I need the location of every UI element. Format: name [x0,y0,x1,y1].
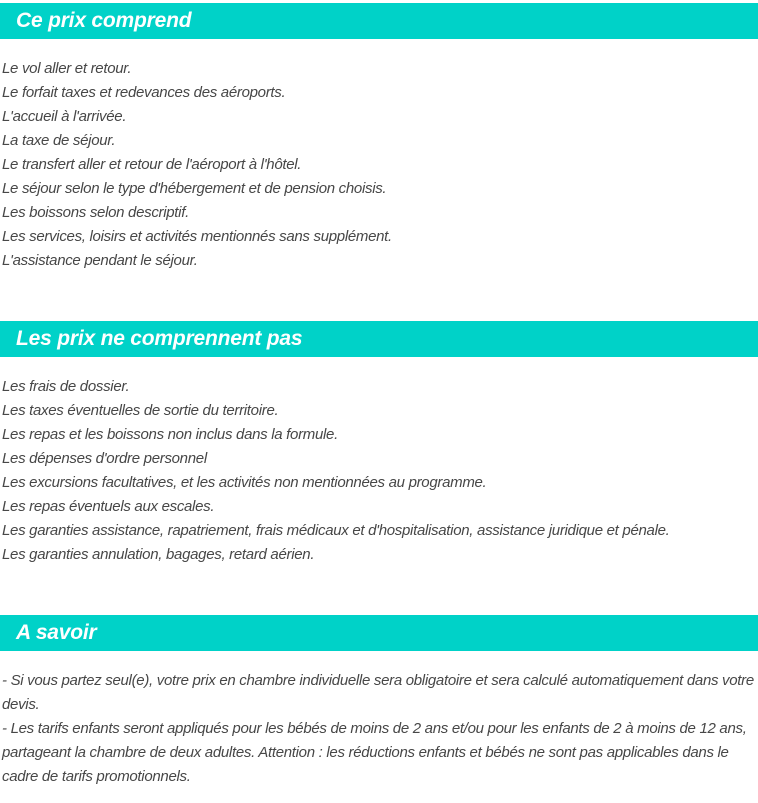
section-item-text: Les frais de dossier. [2,378,130,395]
price-section [0,3,758,273]
section-item-text: Le séjour selon le type d'hébergement et de pension choisis. [2,180,387,197]
section-header-bar [0,321,758,357]
section-header-bar [0,3,758,39]
section-item-text: Les taxes éventuelles de sortie du territoire. [2,402,279,419]
section-item-text: L'assistance pendant le séjour. [2,252,198,269]
section-header-bar [0,615,758,651]
section-item-text: Les garanties assistance, rapatriement, frais médicaux et d'hospitalisation, assistance juridique et pénale. [2,522,670,539]
section-item-text: Le transfert aller et retour de l'aéroport à l'hôtel. [2,156,302,173]
section-item-text: Le vol aller et retour. [2,60,132,77]
section-item-text: Les garanties annulation, bagages, retard aérien. [2,546,315,563]
section-item-text: Les boissons selon descriptif. [2,204,189,221]
section-item-text: Les services, loisirs et activités mentionnés sans supplément. [2,228,392,245]
section-title: Les prix ne comprennent pas [16,327,303,350]
section-items [2,57,754,273]
section-item-text: Les repas éventuels aux escales. [2,498,215,515]
section-item-text: Le forfait taxes et redevances des aéroports. [2,84,286,101]
section-item-text: - Si vous partez seul(e), votre prix en chambre individuelle sera obligatoire et sera calculé automatiquement dans votre devis. [2,672,754,713]
price-section [0,321,758,567]
section-item-text: - Les tarifs enfants seront appliqués pour les bébés de moins de 2 ans et/ou pour les enfants de 2 à moins de 12 ans, partageant la chambre de deux adultes. Attention : les réductions enfants et bébés ne sont pas applicables dans le cadre de tarifs promotionnels. [2,720,747,785]
section-item-text: Les dépenses d'ordre personnel [2,450,207,467]
section-item-text: Les repas et les boissons non inclus dans la formule. [2,426,338,443]
section-title: Ce prix comprend [16,9,192,32]
section-title: A savoir [16,621,97,644]
section-item-text: Les excursions facultatives, et les activités non mentionnées au programme. [2,474,487,491]
section-item-text: L'accueil à l'arrivée. [2,108,127,125]
section-items [2,669,754,789]
price-section [0,615,758,789]
section-item-text: La taxe de séjour. [2,132,116,149]
section-items [2,375,754,567]
